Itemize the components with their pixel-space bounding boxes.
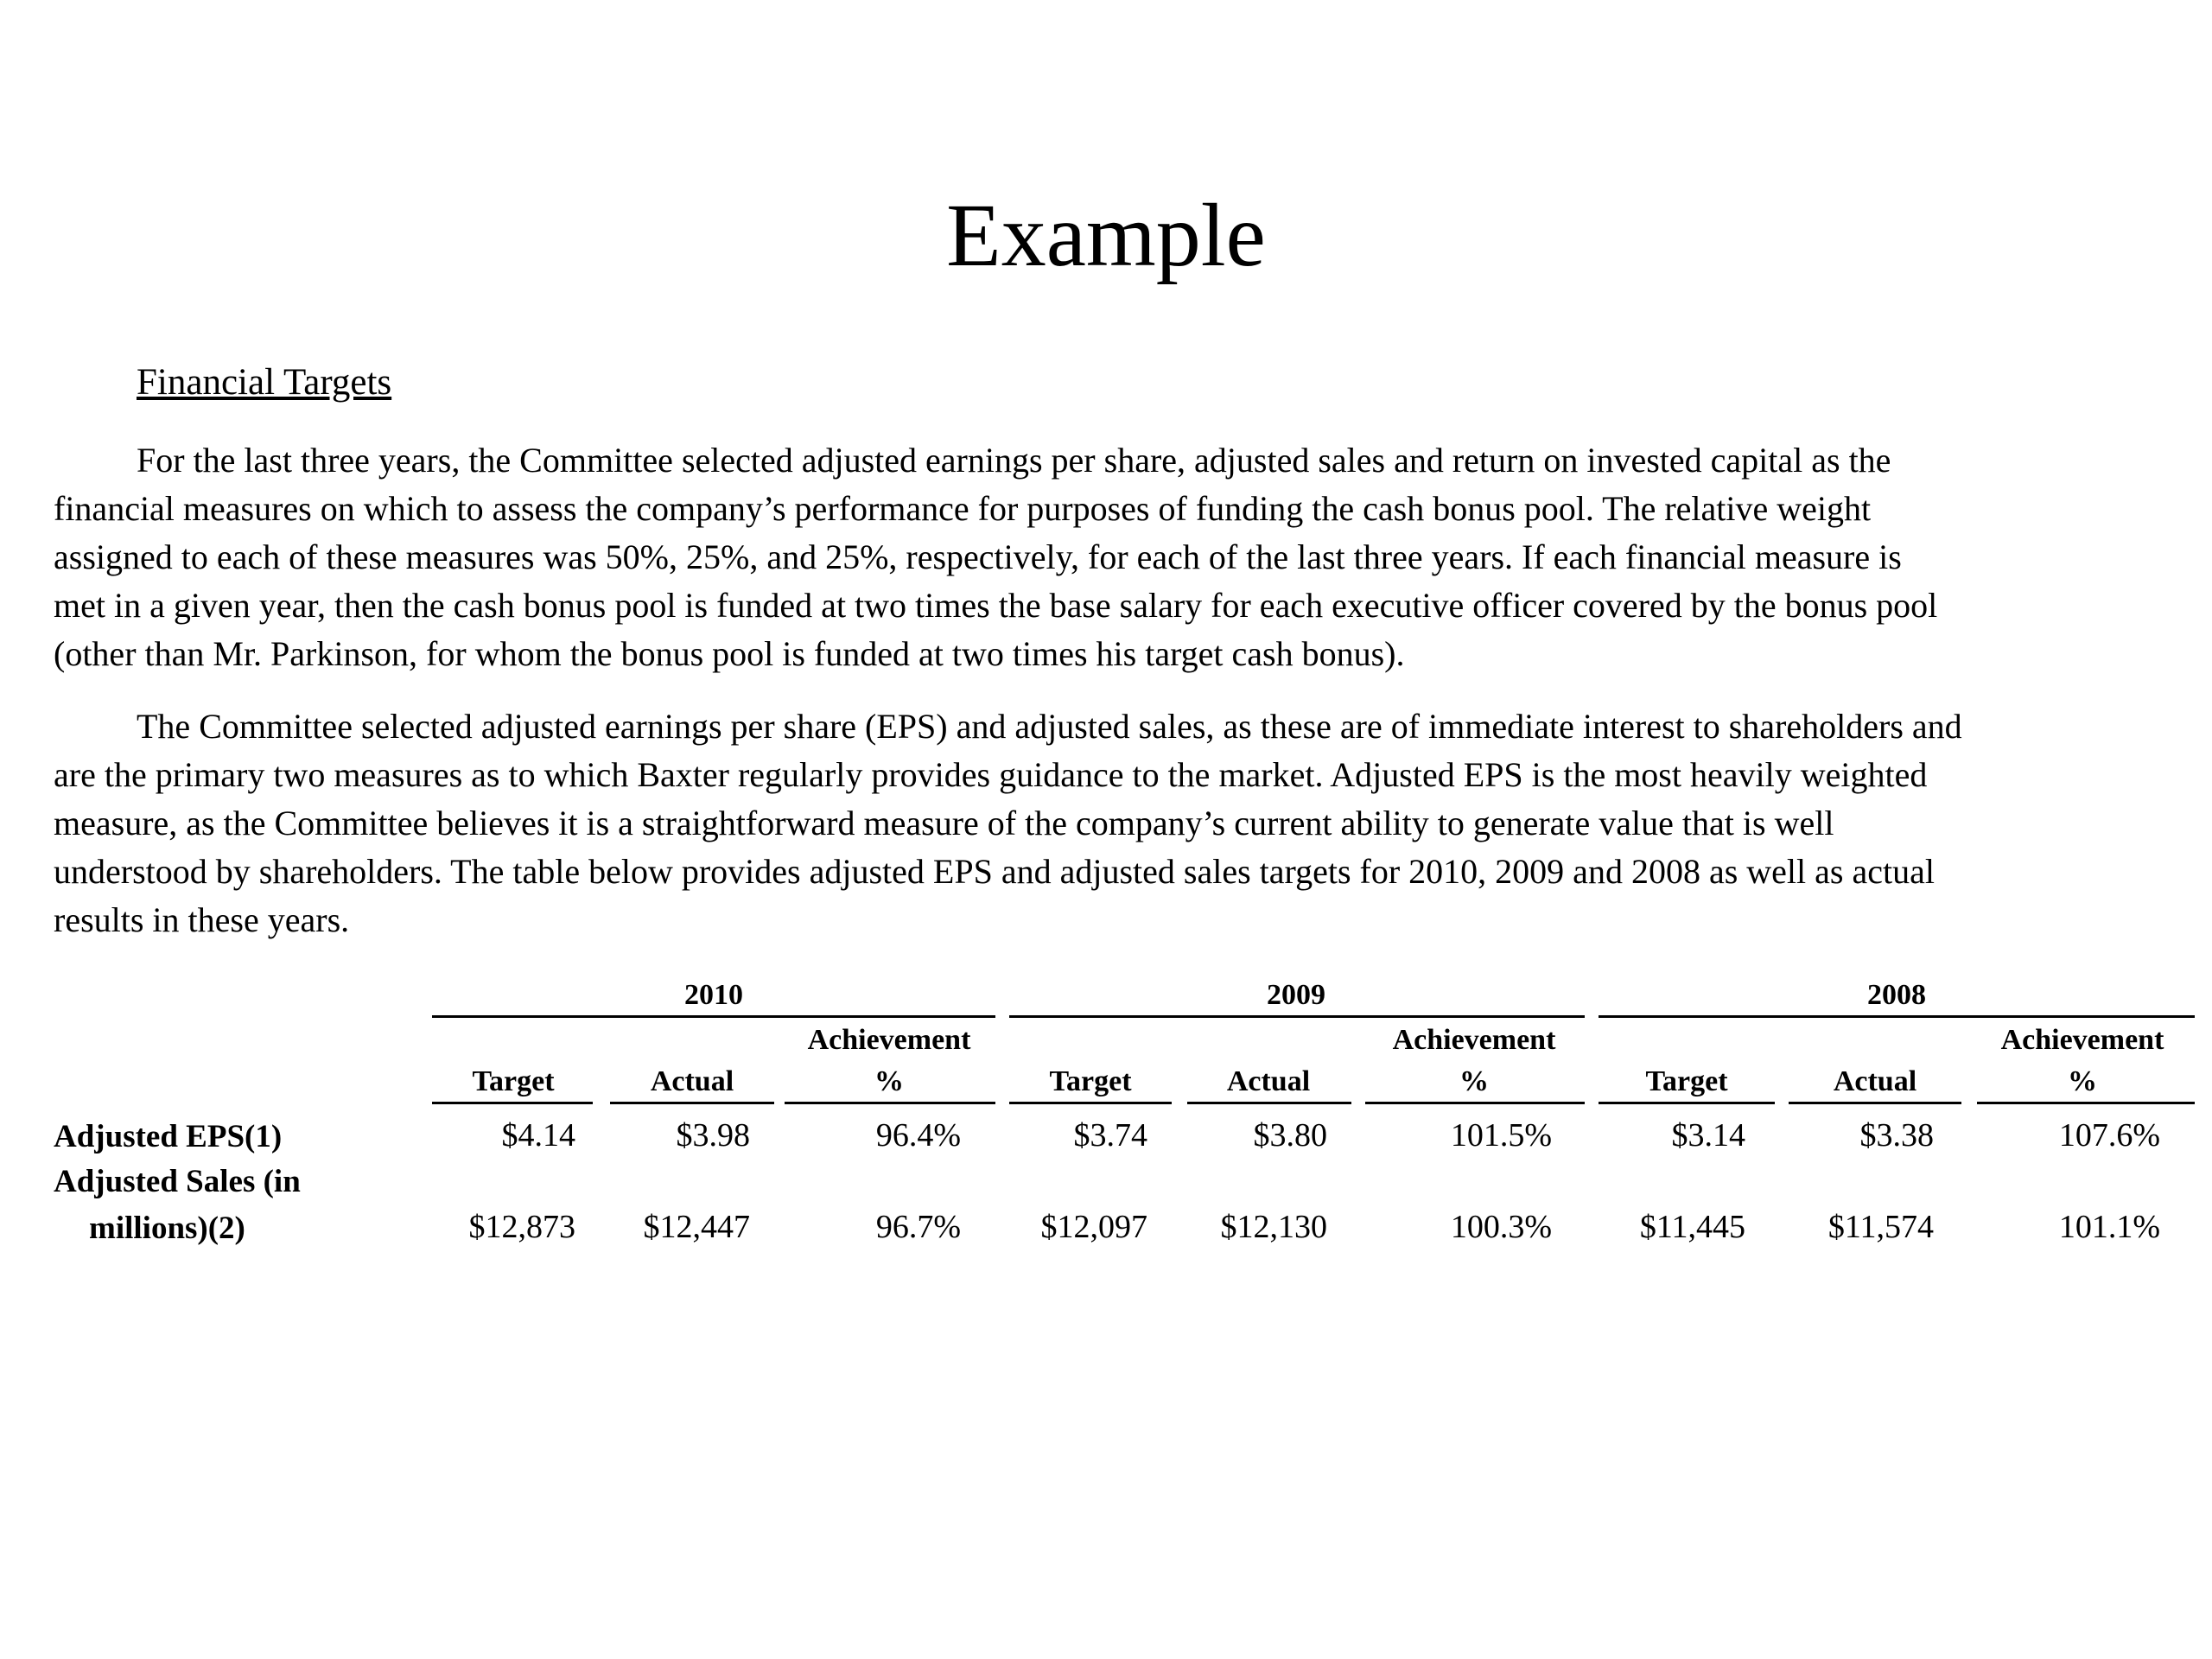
column-rule	[1977, 1102, 2195, 1104]
table-cell: $4.14	[501, 1117, 575, 1154]
table-cell: $3.80	[1253, 1117, 1327, 1154]
row-label-sales: Adjusted Sales (in	[54, 1164, 301, 1199]
row-label-eps: Adjusted EPS(1)	[54, 1119, 283, 1154]
achievement-percent-header: %	[874, 1065, 904, 1097]
section-heading: Financial Targets	[137, 362, 392, 403]
table-cell: $11,574	[1827, 1209, 1934, 1245]
table-cell: $3.38	[1859, 1117, 1934, 1154]
achievement-percent-header: %	[1459, 1065, 1489, 1097]
column-rule	[1009, 1102, 1172, 1104]
column-rule	[610, 1102, 774, 1104]
target-header: Target	[1049, 1065, 1132, 1097]
achievement-percent-header: %	[2068, 1065, 2097, 1097]
year-rule	[432, 1015, 995, 1018]
table-cell: $3.74	[1073, 1117, 1147, 1154]
year-rule	[1599, 1015, 2195, 1018]
table-cell: 101.1%	[2058, 1209, 2160, 1245]
paragraph-line: met in a given year, then the cash bonus pool is funded at two times the base salary for each executive officer covered by the bonus pool	[54, 586, 1938, 625]
table-cell: 107.6%	[2058, 1117, 2160, 1154]
paragraph-line: financial measures on which to assess the company’s performance for purposes of funding the cash bonus pool. The relative weight	[54, 489, 1872, 528]
actual-header: Actual	[1833, 1065, 1917, 1097]
paragraph-line: are the primary two measures as to which Baxter regularly provides guidance to the market. Adjusted EPS is the most heavily weighted	[54, 755, 1928, 794]
year-rule	[1009, 1015, 1585, 1018]
column-rule	[1365, 1102, 1585, 1104]
year-header-2008: 2008	[1867, 979, 1926, 1011]
actual-header: Actual	[1226, 1065, 1311, 1097]
table-cell: $12,130	[1220, 1209, 1327, 1245]
achievement-header: Achievement	[807, 1024, 971, 1056]
table-cell: 100.3%	[1450, 1209, 1552, 1245]
paragraph-2	[54, 702, 2179, 944]
table-cell: 101.5%	[1450, 1117, 1552, 1154]
column-rule	[1599, 1102, 1775, 1104]
table-cell: $12,447	[643, 1209, 750, 1245]
column-rule	[1789, 1102, 1961, 1104]
table-cell: $11,445	[1639, 1209, 1745, 1245]
column-rule	[785, 1102, 995, 1104]
paragraph-line: measure, as the Committee believes it is a straightforward measure of the company’s current ability to generate value that is well	[54, 804, 1834, 842]
year-header-2009: 2009	[1267, 979, 1325, 1011]
paragraph-line: The Committee selected adjusted earnings per share (EPS) and adjusted sales, as these are of immediate interest to shareholders and	[137, 707, 1962, 746]
paragraph-line: assigned to each of these measures was 50%, 25%, and 25%, respectively, for each of the last three years. If each financial measure is	[54, 537, 1902, 576]
table-cell: $12,097	[1040, 1209, 1147, 1245]
achievement-header: Achievement	[2000, 1024, 2164, 1056]
table-cell: $3.14	[1671, 1117, 1745, 1154]
slide-title: Example	[946, 186, 1266, 285]
column-rule	[1187, 1102, 1351, 1104]
target-header: Target	[472, 1065, 555, 1097]
table-cell: 96.7%	[875, 1209, 961, 1245]
table-cell: 96.4%	[875, 1117, 961, 1154]
paragraph-line: (other than Mr. Parkinson, for whom the bonus pool is funded at two times his target cash bonus).	[54, 634, 1405, 673]
paragraph-line: For the last three years, the Committee selected adjusted earnings per share, adjusted sales and return on invested capital as the	[137, 441, 1891, 480]
paragraph-1	[54, 436, 2179, 678]
paragraph-line: understood by shareholders. The table below provides adjusted EPS and adjusted sales targets for 2010, 2009 and 2008 as well as actual	[54, 852, 1935, 891]
target-header: Target	[1645, 1065, 1728, 1097]
table-cell: $12,873	[468, 1209, 575, 1245]
achievement-header: Achievement	[1392, 1024, 1556, 1056]
row-label-sales-cont: millions)(2)	[89, 1211, 245, 1246]
paragraph-line: results in these years.	[54, 900, 350, 939]
actual-header: Actual	[650, 1065, 734, 1097]
table-cell: $3.98	[676, 1117, 750, 1154]
column-rule	[432, 1102, 593, 1104]
year-header-2010: 2010	[684, 979, 743, 1011]
